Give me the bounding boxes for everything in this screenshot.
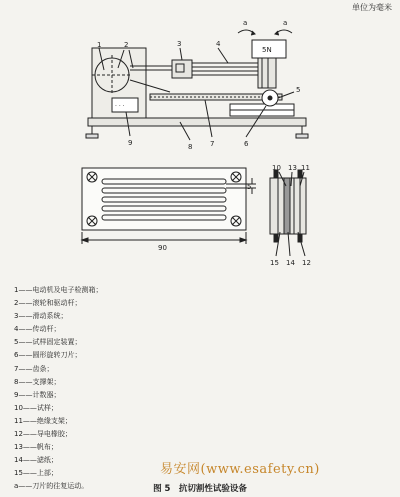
dim-90: 90 bbox=[158, 244, 167, 252]
legend-item: 14——滤纸； bbox=[14, 456, 58, 465]
callout-6: 6 bbox=[244, 140, 249, 148]
support-frame bbox=[88, 118, 306, 126]
callout-9: 9 bbox=[128, 139, 133, 147]
legend bbox=[14, 284, 102, 494]
callout-7: 7 bbox=[210, 140, 215, 148]
callout-12: 12 bbox=[302, 259, 311, 267]
callout-a-1: a bbox=[243, 19, 248, 27]
watermark: 易安网(www.esafety.cn) bbox=[160, 462, 320, 477]
callout-a-2: a bbox=[283, 19, 288, 27]
sliding-system bbox=[172, 60, 192, 78]
holder-plan bbox=[82, 168, 246, 230]
callout-1: 1 bbox=[97, 41, 102, 49]
callout-3: 3 bbox=[177, 40, 182, 48]
legend-item: 9——计数器； bbox=[14, 390, 61, 399]
callout-11: 11 bbox=[301, 164, 310, 172]
legend-item: 10——试样； bbox=[14, 403, 58, 412]
legend-item: 12——导电橡胶； bbox=[14, 430, 72, 439]
legend-item: 7——齿条； bbox=[14, 364, 54, 373]
figure-caption: 图 5 抗切割性试验设备 bbox=[153, 484, 247, 494]
legend-item: 11——绝缘支架； bbox=[14, 416, 72, 425]
legend-item: 15——上部； bbox=[14, 469, 58, 478]
dim-5: 5 bbox=[247, 183, 252, 191]
legend-item: 13——帆布； bbox=[14, 443, 58, 452]
callout-2: 2 bbox=[124, 41, 129, 49]
legend-item: 5——试样固定装置； bbox=[14, 338, 82, 347]
legend-item: 4——传动杆； bbox=[14, 325, 61, 334]
legend-item: 2——滚轮和驱动杆； bbox=[14, 299, 82, 308]
legend-item: a——刀片的往复运动。 bbox=[14, 482, 89, 491]
svg-text:· · ·: · · · bbox=[115, 103, 125, 110]
callout-5n: 5N bbox=[262, 46, 272, 54]
legend-item: 8——支撑架； bbox=[14, 377, 61, 386]
legend-item: 6——圆形旋转刀片； bbox=[14, 351, 82, 360]
callout-10: 10 bbox=[272, 164, 281, 172]
unit-note: 单位为毫米 bbox=[352, 3, 392, 12]
callout-15: 15 bbox=[270, 259, 279, 267]
callout-4: 4 bbox=[216, 40, 221, 48]
legend-item: 3——滑动系统； bbox=[14, 312, 68, 321]
callout-5: 5 bbox=[296, 86, 301, 94]
callout-8: 8 bbox=[188, 143, 193, 151]
legend-item: 1——电动机及电子检测箱； bbox=[14, 286, 103, 294]
callout-14: 14 bbox=[286, 259, 295, 267]
callout-13: 13 bbox=[288, 164, 297, 172]
